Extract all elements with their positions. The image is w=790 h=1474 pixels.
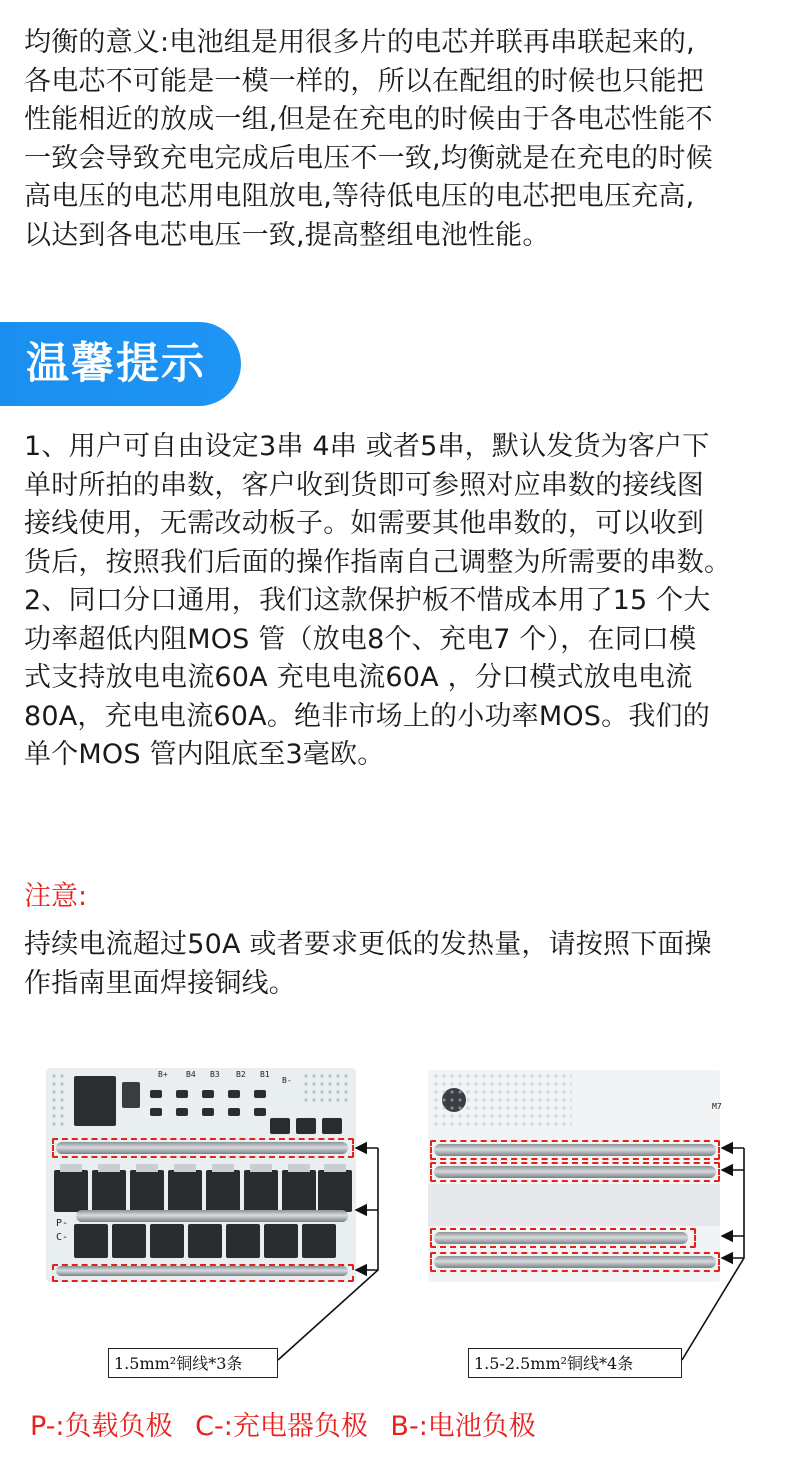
ic-chip	[74, 1076, 116, 1126]
tips-line: 式支持放电电流60A 充电电流60A ，分口模式放电电流	[24, 662, 693, 693]
smd-part	[176, 1090, 188, 1098]
mosfet	[150, 1224, 184, 1258]
mosfet	[226, 1224, 260, 1258]
silk-label: B3	[210, 1070, 220, 1079]
mosfet	[270, 1118, 290, 1134]
terminal-legend	[30, 1408, 550, 1446]
callout-right: 1.5-2.5mm²铜线*4条	[468, 1348, 682, 1378]
smd-part	[150, 1108, 162, 1116]
mosfet	[282, 1170, 316, 1212]
tips-banner	[0, 322, 241, 406]
mosfet	[244, 1170, 278, 1212]
mosfet	[168, 1170, 202, 1212]
intro-line: 高电压的电芯用电阻放电,等待低电压的电芯把电压充高,	[24, 181, 695, 212]
intro-line: 一致会导致充电完成后电压不一致,均衡就是在充电的时候	[24, 142, 713, 174]
mosfet	[54, 1170, 88, 1212]
intro-line: 以达到各电芯电压一致,提高整组电池性能。	[24, 219, 550, 251]
legend-item: C-:充电器负极	[195, 1411, 368, 1442]
silk-label: P-	[56, 1218, 69, 1229]
smd-part	[228, 1090, 240, 1098]
tips-line: 2、同口分口通用，我们这款保护板不惜成本用了15 个大	[24, 585, 711, 616]
right-board-photo	[428, 1070, 720, 1282]
mosfet	[206, 1170, 240, 1212]
tips-line: 功率超低内阻MOS 管（放电8个、充电7 个），在同口模	[24, 623, 697, 655]
silk-label: B2	[236, 1070, 246, 1079]
mosfet	[92, 1170, 126, 1212]
silk-label: M7	[712, 1102, 722, 1111]
copper-wire-strip	[76, 1210, 348, 1222]
wire-highlight-box	[52, 1138, 354, 1158]
intro-line: 性能相近的放成一组,但是在充电的时候由于各电芯性能不	[24, 104, 713, 135]
tips-line: 单个MOS 管内阻底至3毫欧。	[24, 739, 385, 770]
note-paragraph	[24, 926, 774, 1003]
smd-part	[254, 1108, 266, 1116]
legend-item: B-:电池负极	[390, 1411, 536, 1442]
smd-part	[176, 1108, 188, 1116]
note-title: 注意:	[24, 881, 88, 912]
silk-label: B+	[158, 1070, 168, 1079]
note-line: 持续电流超过50A 或者要求更低的发热量，请按照下面操	[24, 929, 712, 960]
tips-paragraph	[24, 428, 774, 775]
tips-line: 1、用户可自由设定3串 4串 或者5串，默认发货为客户下	[24, 431, 710, 462]
wire-highlight-box	[430, 1162, 720, 1182]
silk-label: B-	[282, 1076, 292, 1085]
smd-part	[228, 1108, 240, 1116]
via-grid	[50, 1072, 68, 1128]
mosfet	[322, 1118, 342, 1134]
ic-chip	[122, 1082, 140, 1108]
mosfet	[302, 1224, 336, 1258]
tips-line: 单时所拍的串数，客户收到货即可参照对应串数的接线图	[24, 469, 704, 501]
mosfet	[296, 1118, 316, 1134]
via-grid	[432, 1072, 572, 1130]
note-line: 作指南里面焊接铜线。	[24, 967, 296, 999]
mosfet	[318, 1170, 352, 1212]
tips-line: 80A，充电电流60A。绝非市场上的小功率MOS。我们的	[24, 700, 710, 732]
smd-part	[202, 1090, 214, 1098]
mosfet	[188, 1224, 222, 1258]
mosfet	[130, 1170, 164, 1212]
wire-highlight-box	[430, 1140, 720, 1160]
tips-line: 货后，按照我们后面的操作指南自己调整为所需要的串数。	[24, 546, 732, 578]
legend-item: P-:负载负极	[30, 1411, 173, 1442]
tips-line: 接线使用，无需改动板子。如需要其他串数的，可以收到	[24, 508, 704, 539]
wire-highlight-box	[430, 1252, 720, 1272]
intro-line: 均衡的意义:电池组是用很多片的电芯并联再串联起来的,	[24, 27, 695, 58]
banner-title: 温馨提示	[26, 339, 206, 389]
intro-paragraph	[24, 24, 774, 255]
smd-part	[150, 1090, 162, 1098]
left-board-photo	[46, 1068, 356, 1282]
wire-highlight-box	[52, 1264, 354, 1282]
callout-left: 1.5mm²铜线*3条	[108, 1348, 278, 1378]
smd-part	[254, 1090, 266, 1098]
silk-label: C-	[56, 1232, 69, 1243]
board-panel	[428, 1184, 720, 1226]
silk-label: B4	[186, 1070, 196, 1079]
mosfet	[112, 1224, 146, 1258]
mosfet	[264, 1224, 298, 1258]
via-grid	[302, 1072, 348, 1106]
intro-line: 各电芯不可能是一模一样的，所以在配组的时候也只能把	[24, 65, 704, 97]
silk-label: B1	[260, 1070, 270, 1079]
mosfet	[74, 1224, 108, 1258]
smd-part	[202, 1108, 214, 1116]
wire-highlight-box	[430, 1228, 696, 1248]
